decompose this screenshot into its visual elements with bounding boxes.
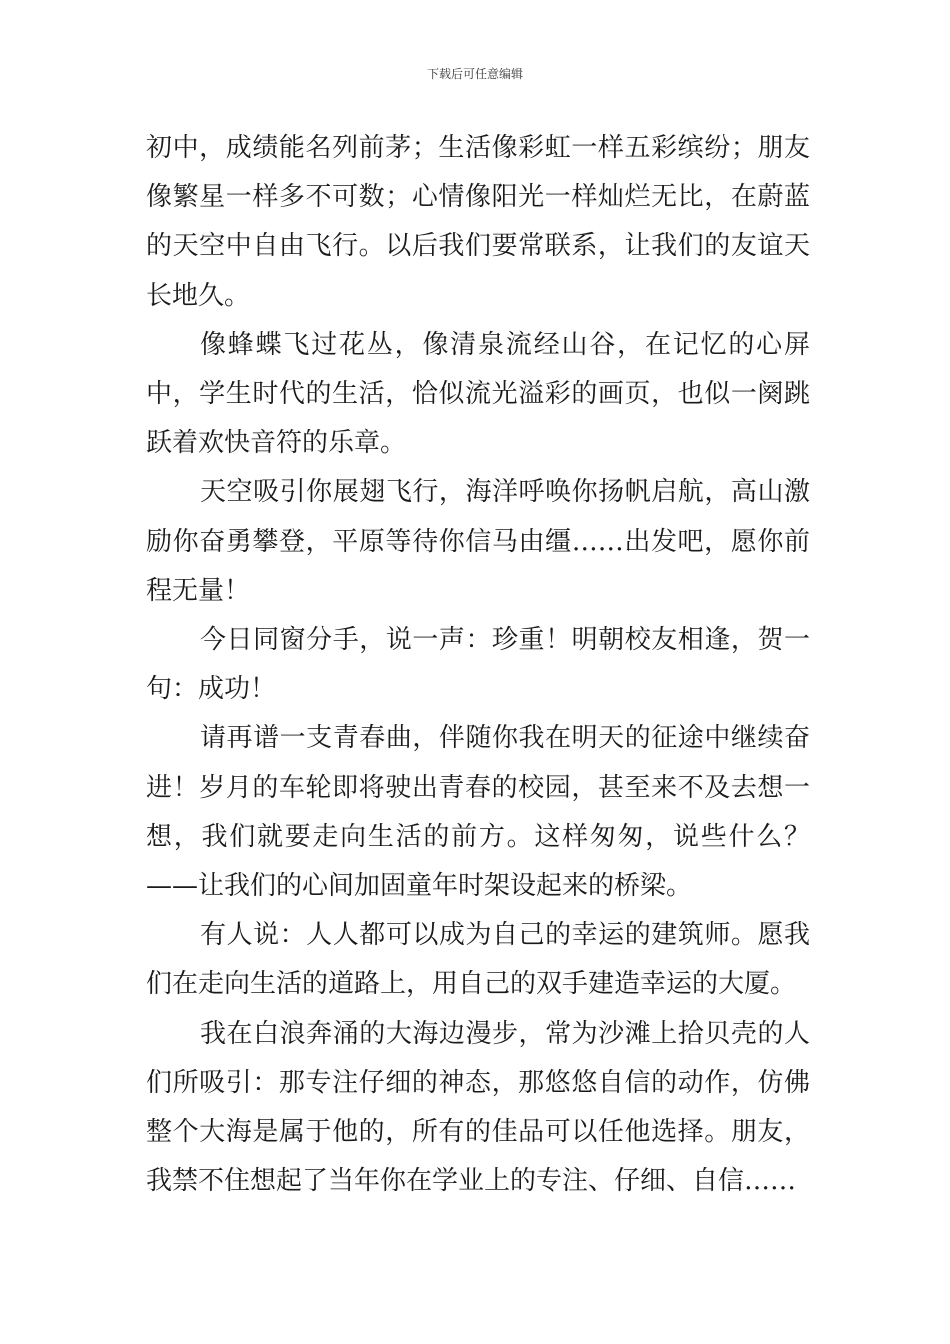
paragraph-2: 像蜂蝶飞过花丛，像清泉流经山谷，在记忆的心屏中，学生时代的生活，恰似流光溢彩的画页，也似一阕跳跃着欢快音符的乐章。 <box>146 329 810 459</box>
paragraph-3: 天空吸引你展翅飞行，海洋呼唤你扬帆启航，高山激励你奋勇攀登，平原等待你信马由缰……出发吧，愿你前程无量！ <box>146 477 810 606</box>
paragraph-6: 有人说：人人都可以成为自己的幸运的建筑师。愿我们在走向生活的道路上，用自己的双手建造幸运的大厦。 <box>146 920 810 1000</box>
page-header: 下载后可任意编辑 <box>426 67 523 81</box>
paragraph-5: 请再谱一支青春曲，伴随你我在明天的征途中继续奋进！岁月的车轮即将驶出青春的校园，甚至来不及去想一想，我们就要走向生活的前方。这样匆匆，说些什么？——让我们的心间加固童年时架设起来的桥梁。 <box>146 723 810 902</box>
paragraph-4: 今日同窗分手，说一声：珍重！明朝校友相逢，贺一句：成功！ <box>146 625 810 705</box>
document-body <box>146 124 810 1206</box>
paragraph-7: 我在白浪奔涌的大海边漫步，常为沙滩上拾贝壳的人们所吸引：那专注仔细的神态，那悠悠自信的动作，仿佛整个大海是属于他的，所有的佳品可以任他选择。朋友，我禁不住想起了当年你在学业上的专注、仔细、自信…… <box>146 1018 810 1197</box>
paragraph-1: 初中，成绩能名列前茅；生活像彩虹一样五彩缤纷；朋友像繁星一样多不可数；心情像阳光一样灿烂无比，在蔚蓝的天空中自由飞行。以后我们要常联系，让我们的友谊天长地久。 <box>146 133 810 311</box>
